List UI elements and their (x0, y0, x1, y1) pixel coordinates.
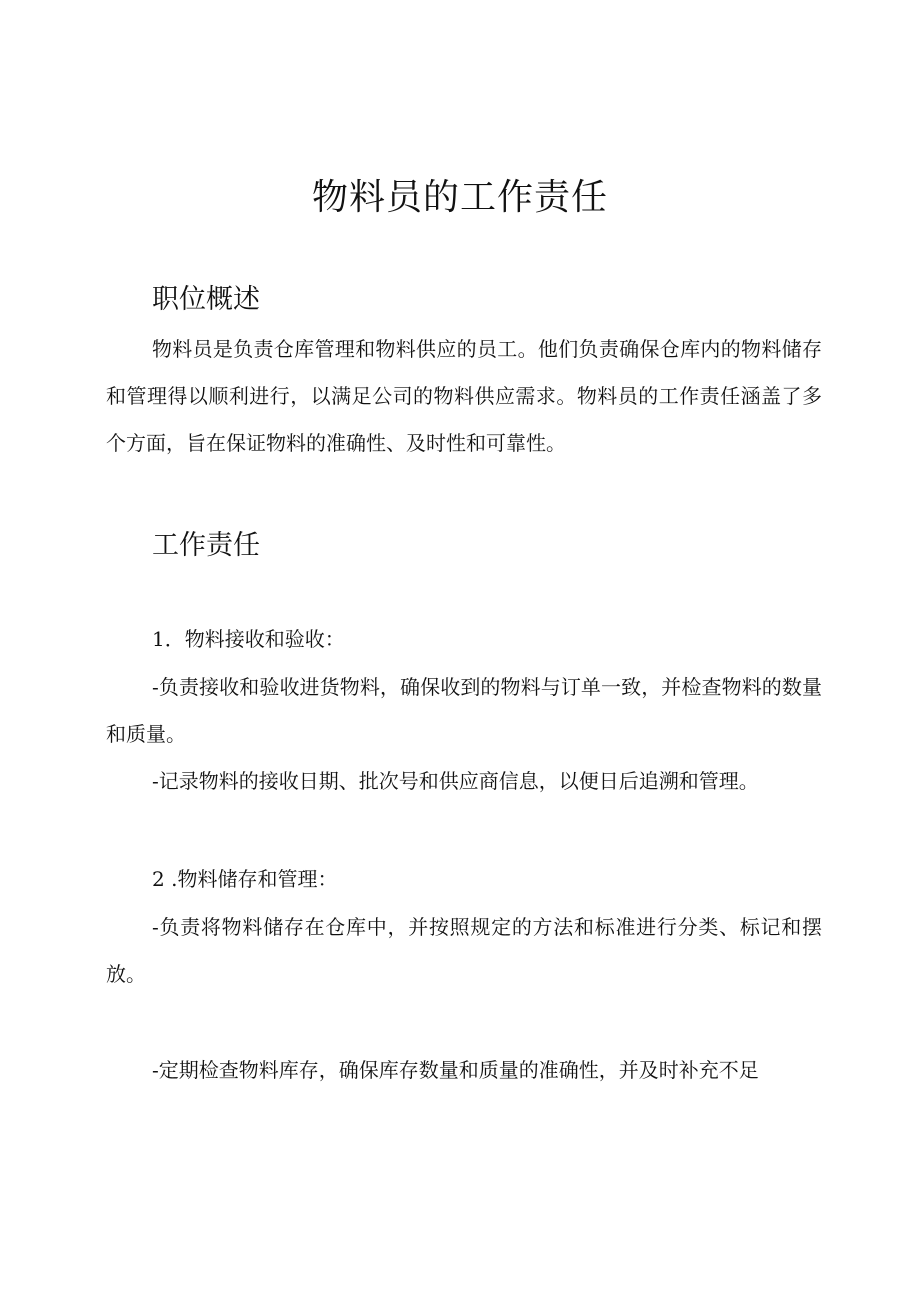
duty-item-1-point-2: -记录物料的接收日期、批次号和供应商信息，以便日后追溯和管理。 (152, 769, 759, 793)
section-heading-duties: 工作责任 (152, 530, 260, 561)
document-title: 物料员的工作责任 (311, 177, 608, 218)
duty-item-1-point-1: -负责接收和验收进货物料，确保收到的物料与订单一致，并检查物料的数量和质量。 (106, 675, 822, 746)
duty-item-2-point-2: -定期检查物料库存，确保库存数量和质量的准确性，并及时补充不足 (152, 1058, 759, 1082)
duty-item-1-title: 1．物料接收和验收： (152, 627, 345, 651)
overview-paragraph: 物料员是负责仓库管理和物料供应的员工。他们负责确保仓库内的物料储存和管理得以顺利进行，以满足公司的物料供应需求。物料员的工作责任涵盖了多个方面，旨在保证物料的准确性、及时性和可靠性。 (106, 337, 822, 455)
duty-item-2-point-1: -负责将物料储存在仓库中，并按照规定的方法和标准进行分类、标记和摆放。 (106, 915, 822, 986)
section-heading-overview: 职位概述 (152, 284, 260, 315)
duty-item-2-title: 2 .物料储存和管理： (152, 867, 338, 891)
